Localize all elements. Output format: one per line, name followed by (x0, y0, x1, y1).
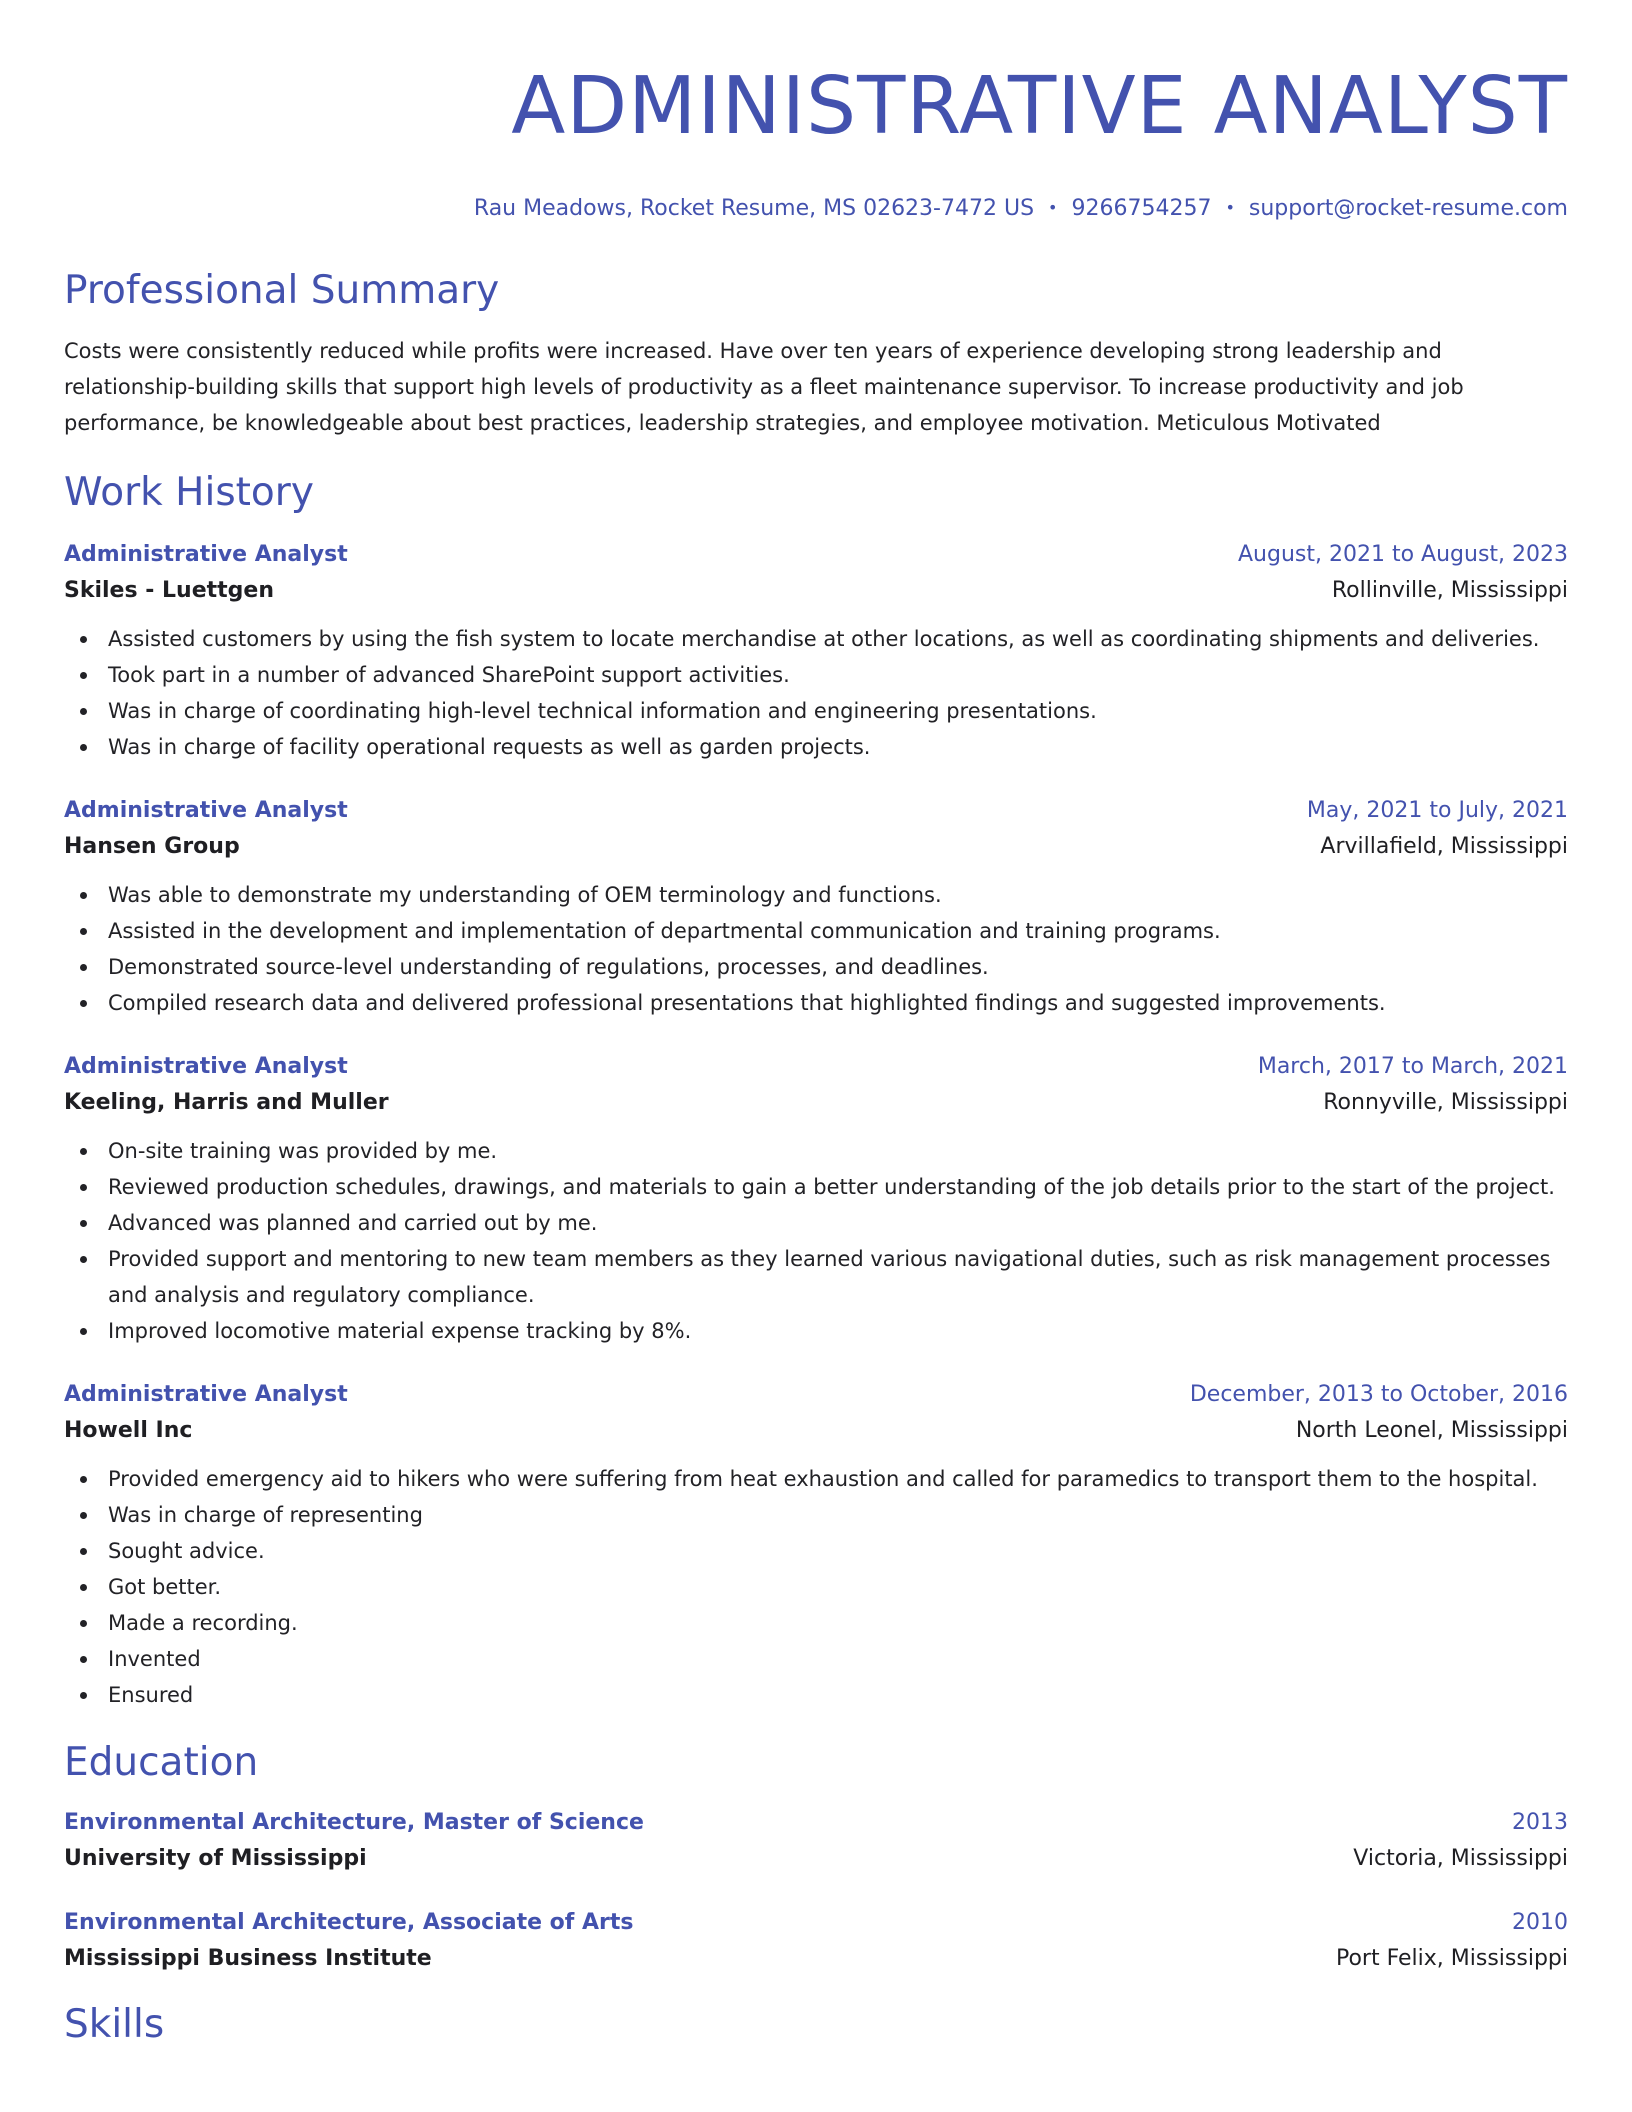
job-bullet: Assisted customers by using the fish system to locate merchandise at other locations, as well as coordinating shipments and deliveries. (64, 621, 1568, 657)
job-bullet: Was in charge of representing (64, 1497, 1568, 1533)
job-entry (64, 1379, 1568, 1713)
job-entry (64, 795, 1568, 1021)
education-degree: Environmental Architecture, Associate of Arts (64, 1910, 634, 1935)
bullet-dot (80, 672, 87, 679)
bullet-dot (80, 1184, 87, 1191)
contact-phone: 9266754257 (1071, 196, 1212, 221)
job-dates: December, 2013 to October, 2016 (1189, 1382, 1568, 1407)
job-bullet: Ensured (64, 1677, 1568, 1713)
summary-text: Costs were consistently reduced while profits were increased. Have over ten years of experience developing strong leadership and relationship-building skills that support high levels of productivity as a fleet maintenance supervisor. To increase productivity and job performance, be knowledgeable about best practices, leadership strategies, and employee motivation. Meticulous Motivated (64, 339, 1464, 435)
job-company: Skiles - Luettgen (64, 578, 274, 603)
job-role: Administrative Analyst (64, 798, 348, 823)
job-location: Ronnyville, Mississippi (1323, 1090, 1568, 1115)
job-bullet: Provided emergency aid to hikers who were suffering from heat exhaustion and called for paramedics to transport them to the hospital. (64, 1461, 1568, 1497)
job-dates: August, 2021 to August, 2023 (1238, 542, 1568, 567)
job-bullets (64, 877, 1568, 1021)
job-company: Howell Inc (64, 1418, 193, 1443)
job-bullet: Was able to demonstrate my understanding of OEM terminology and functions. (64, 877, 1568, 913)
job-bullet: Made a recording. (64, 1605, 1568, 1641)
education-entry (64, 1907, 1568, 1979)
job-bullet: Advanced was planned and carried out by me. (64, 1205, 1568, 1241)
education-year: 2013 (1512, 1810, 1568, 1835)
job-role: Administrative Analyst (64, 1054, 348, 1079)
bullet-dot (80, 1328, 87, 1335)
contact-separator: • (1048, 198, 1058, 217)
education-degree: Environmental Architecture, Master of Science (64, 1810, 644, 1835)
resume-title: ADMINISTRATIVE ANALYST (511, 60, 1568, 152)
education-year: 2010 (1512, 1910, 1568, 1935)
job-entry (64, 539, 1568, 765)
bullet-dot (80, 1476, 87, 1483)
bullet-dot (80, 964, 87, 971)
job-location: Rollinville, Mississippi (1331, 578, 1568, 603)
job-entry (64, 1051, 1568, 1349)
job-bullet: Sought advice. (64, 1533, 1568, 1569)
education-school: University of Mississippi (64, 1846, 367, 1871)
bullet-dot (80, 744, 87, 751)
summary-heading: Professional Summary (64, 268, 500, 313)
job-bullet: On-site training was provided by me. (64, 1133, 1568, 1169)
job-bullet: Was in charge of coordinating high-level technical information and engineering presentations. (64, 693, 1568, 729)
bullet-dot (80, 1584, 87, 1591)
bullet-dot (80, 1692, 87, 1699)
job-bullet: Took part in a number of advanced SharePoint support activities. (64, 657, 1568, 693)
bullet-dot (80, 1656, 87, 1663)
job-role: Administrative Analyst (64, 542, 348, 567)
job-bullet: Compiled research data and delivered professional presentations that highlighted findings and suggested improvements. (64, 985, 1568, 1021)
contact-separator: • (1225, 198, 1235, 217)
resume-page (64, 0, 1568, 2049)
education-heading: Education (64, 1740, 259, 1785)
education-entry (64, 1807, 1568, 1879)
job-dates: March, 2017 to March, 2021 (1257, 1054, 1568, 1079)
job-role: Administrative Analyst (64, 1382, 348, 1407)
bullet-dot (80, 1256, 87, 1263)
skills-heading: Skills (64, 2002, 165, 2047)
bullet-dot (80, 928, 87, 935)
education-location: Victoria, Mississippi (1353, 1846, 1568, 1871)
work-history-heading: Work History (64, 470, 314, 515)
bullet-dot (80, 892, 87, 899)
bullet-dot (80, 1148, 87, 1155)
job-bullets (64, 1461, 1568, 1713)
bullet-dot (80, 1548, 87, 1555)
contact-address: Rau Meadows, Rocket Resume, MS 02623-7472 US (473, 196, 1035, 221)
job-company: Keeling, Harris and Muller (64, 1090, 389, 1115)
bullet-dot (80, 708, 87, 715)
job-bullet: Improved locomotive material expense tracking by 8%. (64, 1313, 1568, 1349)
job-bullet: Demonstrated source-level understanding of regulations, processes, and deadlines. (64, 949, 1568, 985)
job-location: Arvillafield, Mississippi (1320, 834, 1568, 859)
job-bullet: Was in charge of facility operational requests as well as garden projects. (64, 729, 1568, 765)
job-bullets (64, 1133, 1568, 1349)
job-bullets (64, 621, 1568, 765)
job-company: Hansen Group (64, 834, 240, 859)
job-dates: May, 2021 to July, 2021 (1306, 798, 1568, 823)
education-school: Mississippi Business Institute (64, 1946, 432, 1971)
job-location: North Leonel, Mississippi (1295, 1418, 1568, 1443)
education-location: Port Felix, Mississippi (1335, 1946, 1568, 1971)
bullet-dot (80, 1220, 87, 1227)
bullet-dot (80, 636, 87, 643)
contact-line (64, 192, 1568, 225)
bullet-dot (80, 1620, 87, 1627)
bullet-dot (80, 1512, 87, 1519)
job-bullet: Invented (64, 1641, 1568, 1677)
job-bullet: Reviewed production schedules, drawings, and materials to gain a better understanding of the job details prior to the start of the project. (64, 1169, 1568, 1205)
job-bullet: Got better. (64, 1569, 1568, 1605)
job-bullet: Assisted in the development and implementation of departmental communication and training programs. (64, 913, 1568, 949)
job-bullet: Provided support and mentoring to new team members as they learned various navigational duties, such as risk management processes and analysis and regulatory compliance. (64, 1241, 1568, 1313)
contact-email[interactable]: support@rocket-resume.com (1248, 196, 1568, 221)
bullet-dot (80, 1000, 87, 1007)
